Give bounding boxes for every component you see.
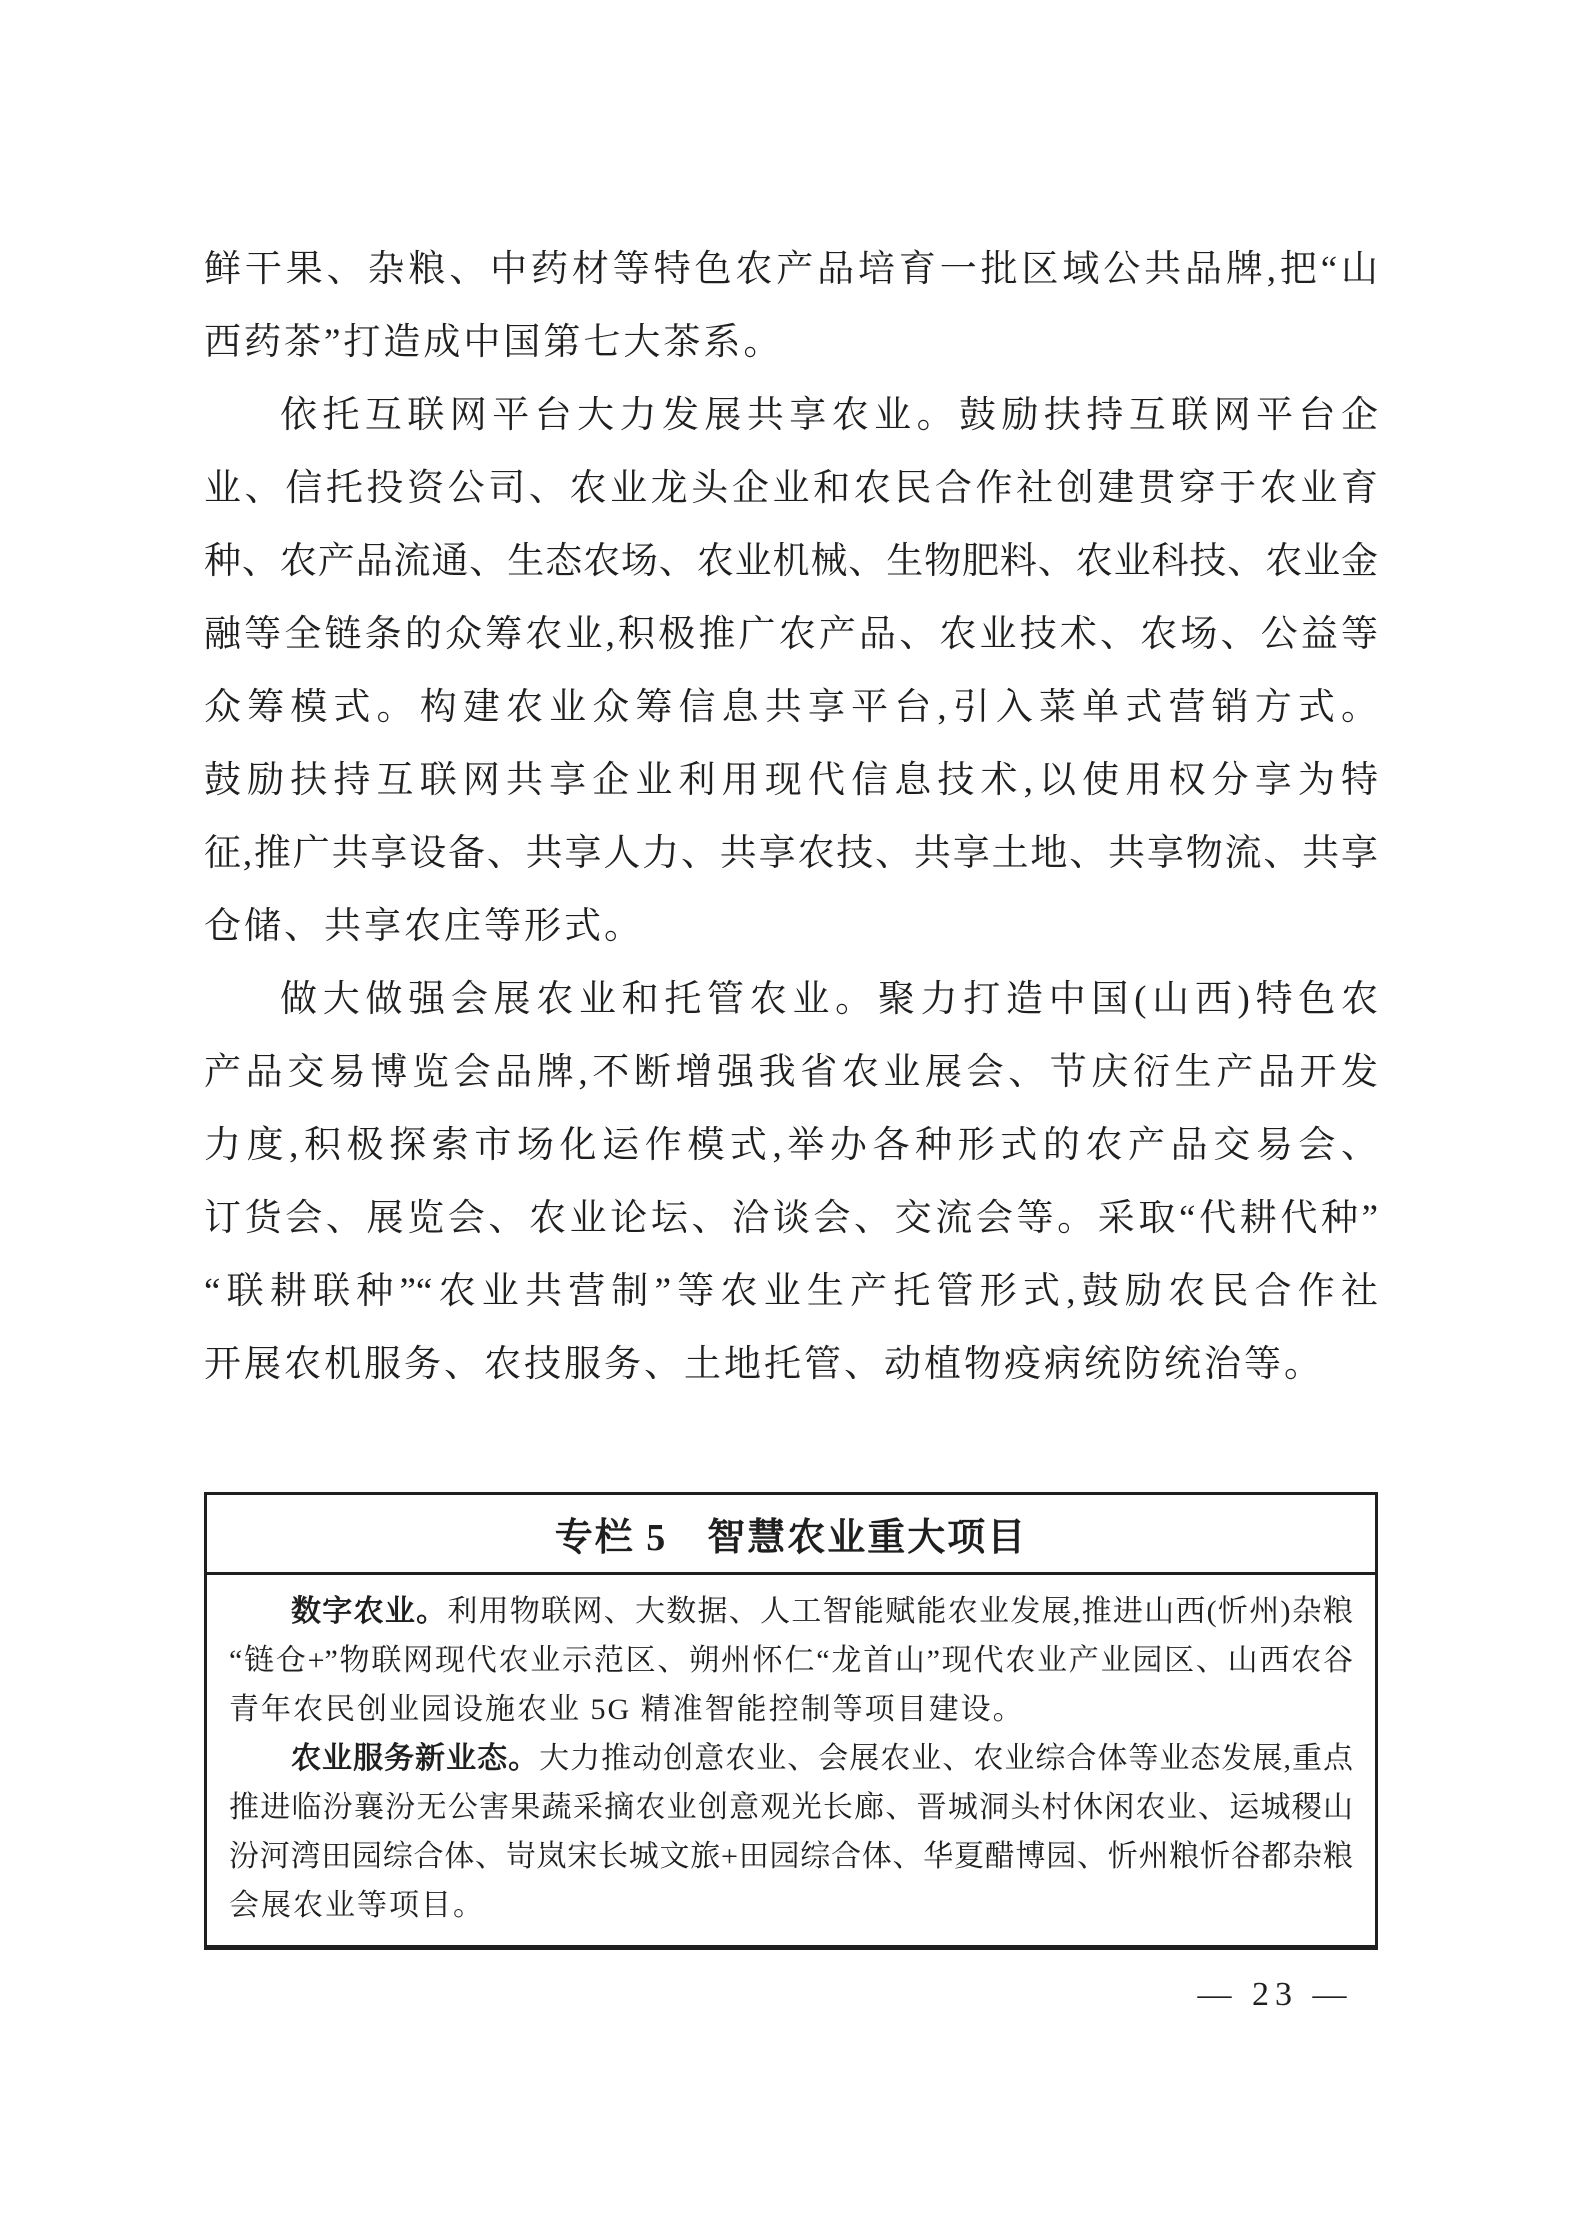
panel-line-text: 推进临汾襄汾无公害果蔬采摘农业创意观光长廊、晋城洞头村休闲农业、运城稷山 [229, 1791, 1353, 1824]
body-line: 依托互联网平台大力发展共享农业。鼓励扶持互联网平台企 [280, 395, 1378, 436]
panel-line-text: 青年农民创业园设施农业 5G 精准智能控制等项目建设。 [229, 1693, 1025, 1726]
panel-line [229, 1832, 1353, 1881]
body-line: 融等全链条的众筹农业,积极推广农产品、农业技术、农场、公益等 [204, 614, 1378, 655]
body-line: 力度,积极探索市场化运作模式,举办各种形式的农产品交易会、 [204, 1125, 1378, 1166]
body-line: 西药茶”打造成中国第七大茶系。 [204, 322, 784, 363]
body-line: 鲜干果、杂粮、中药材等特色农产品培育一批区域公共品牌,把“山 [204, 249, 1378, 290]
body-line: 仓储、共享农庄等形式。 [204, 906, 644, 947]
body-text [204, 233, 1378, 1401]
body-line: 开展农机服务、农技服务、土地托管、动植物疫病统防统治等。 [204, 1344, 1324, 1385]
body-line: 征,推广共享设备、共享人力、共享农技、共享土地、共享物流、共享 [204, 833, 1378, 874]
body-line: 众筹模式。构建农业众筹信息共享平台,引入菜单式营销方式。 [204, 687, 1378, 728]
page-number: — 23 — [1197, 1976, 1353, 2013]
panel-title: 专栏 5 智慧农业重大项目 [207, 1495, 1375, 1575]
body-line: 鼓励扶持互联网共享企业利用现代信息技术,以使用权分享为特 [204, 760, 1378, 801]
body-line: “联耕联种”“农业共营制”等农业生产托管形式,鼓励农民合作社 [204, 1271, 1378, 1312]
panel-line [229, 1783, 1353, 1832]
body-line: 订货会、展览会、农业论坛、洽谈会、交流会等。采取“代耕代种” [204, 1198, 1378, 1239]
panel-line-text: “链仓+”物联网现代农业示范区、朔州怀仁“龙首山”现代农业产业园区、山西农谷 [229, 1644, 1353, 1677]
panel-line-lead: 数字农业。 [291, 1595, 448, 1628]
panel-line-lead: 农业服务新业态。 [291, 1742, 540, 1775]
panel-line [229, 1881, 1353, 1930]
body-line: 业、信托投资公司、农业龙头企业和农民合作社创建贯穿于农业育 [204, 468, 1378, 509]
panel-line [229, 1734, 1353, 1783]
panel-body [207, 1575, 1375, 1930]
panel-line-text: 大力推动创意农业、会展农业、农业综合体等业态发展,重点 [539, 1742, 1353, 1775]
body-line: 做大做强会展农业和托管农业。聚力打造中国(山西)特色农 [280, 979, 1378, 1020]
panel-line [229, 1636, 1353, 1685]
panel-line [229, 1587, 1353, 1636]
panel-line-text: 利用物联网、大数据、人工智能赋能农业发展,推进山西(忻州)杂粮 [447, 1595, 1353, 1628]
body-line: 产品交易博览会品牌,不断增强我省农业展会、节庆衍生产品开发 [204, 1052, 1378, 1093]
panel-line [229, 1685, 1353, 1734]
panel-line-text: 汾河湾田园综合体、岢岚宋长城文旅+田园综合体、华夏醋博园、忻州粮忻谷都杂粮 [229, 1840, 1353, 1873]
panel-line-text: 会展农业等项目。 [229, 1889, 485, 1922]
special-column-panel [204, 1492, 1378, 1950]
body-line: 种、农产品流通、生态农场、农业机械、生物肥料、农业科技、农业金 [204, 541, 1378, 582]
